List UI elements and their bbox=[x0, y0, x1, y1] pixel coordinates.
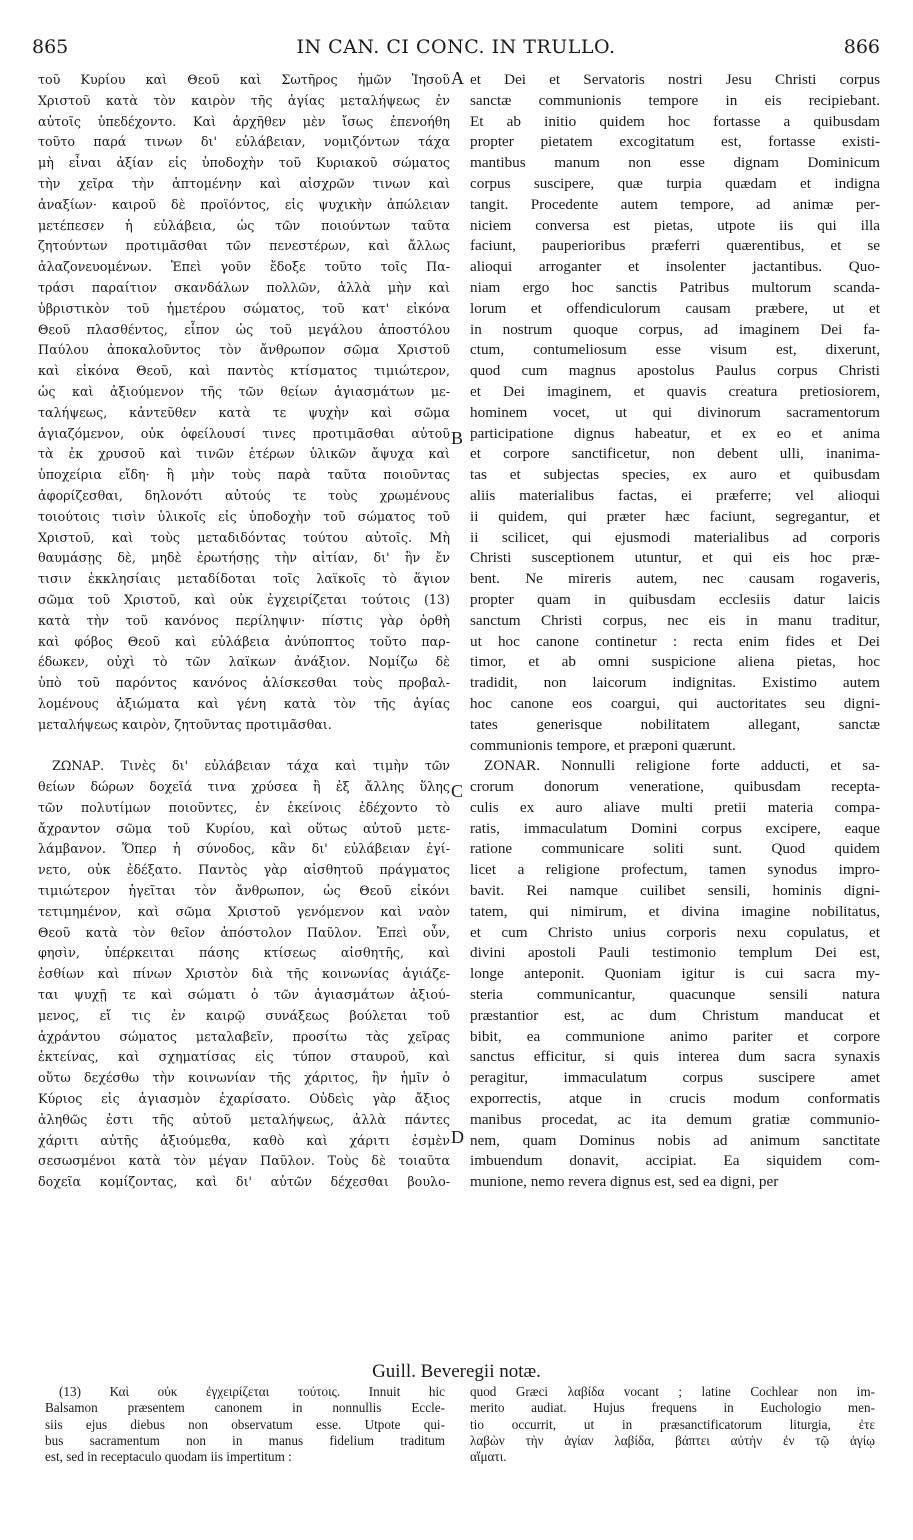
latin-text-line: communionis tempore, et præponi quærunt. bbox=[470, 736, 736, 754]
greek-text-line: κατὰ τὴν τοῦ κανόνος περίληψιν· πίστις γὰρ ὀρθὴ bbox=[38, 612, 450, 628]
latin-text-line: crorum donorum veneratione, quibusdam recepta- bbox=[470, 778, 880, 796]
latin-text-line: divini apostoli Pauli testimonio templum Dei est, bbox=[470, 944, 880, 962]
greek-text-line: Θεοῦ κατὰ τὸν θεῖον ἀπόστολον Παῦλον. Ἐπεὶ οὖν, bbox=[38, 924, 450, 940]
greek-text-line: τιμιώτερον ἡγεῖται τὸν ἄνθρωπον, ὡς Θεοῦ εἰκόνι bbox=[38, 883, 450, 899]
greek-text-line: ΖΩΝΑΡ. Τινὲς δι' εὐλάβειαν τάχα καὶ τιμὴν τῶν bbox=[52, 758, 450, 774]
latin-text-line: et Dei et Servatoris nostri Jesu Christi corpus bbox=[470, 71, 880, 88]
greek-text-line: ἀφορίζεσθαι, δηλονότι αὐτούς τε τοὺς χρωμένους bbox=[38, 487, 450, 503]
latin-text-line: licet a religione profectum, tamen synodus impro- bbox=[470, 861, 880, 879]
greek-text-line: μεταλήψεως καιρὸν, ζητοῦντας προτιμᾶσθαι. bbox=[38, 716, 332, 732]
latin-text-line: tatem, qui nimirum, et divina imagine nobilitatus, bbox=[470, 902, 880, 920]
margin-marker-a: A bbox=[451, 68, 464, 88]
latin-text-line: bibit, ea communione animo pariter et corpore bbox=[470, 1027, 880, 1045]
latin-text-line: faciunt, pauperioribus præferri quærentibus, et se bbox=[470, 237, 880, 255]
latin-text-line: mantibus manum non esse dignam Dominicum bbox=[470, 154, 880, 172]
greek-text-line: ὑβριστικὸν τοῦ ἡμετέρου σώματος, τοῦ κατ' εἰκόνα bbox=[38, 300, 450, 316]
latin-text-line: sanctus efficitur, si quis interea dum sacra synaxis bbox=[470, 1048, 880, 1066]
latin-text-line: longe anteponit. Quoniam igitur is cui sacra my- bbox=[470, 965, 880, 983]
latin-text-line: aliis materialibus factas, ei præferre; vel alioqui bbox=[470, 486, 880, 504]
greek-text-line: ζητούντων προτιμᾶσθαι τῶν πενεστέρων, καὶ ἄλλως bbox=[38, 238, 450, 254]
greek-text-line: μὴ εἶναι ἀξίαν εἰς ὑποδοχὴν τοῦ Κυριακοῦ σώματος bbox=[38, 155, 450, 171]
greek-text-line: ὑπὸ τοῦ παρόντος κανόνος ἁλίσκεσθαι τοὺς προβαλ- bbox=[38, 675, 450, 691]
latin-text-line: bent. Ne mireris autem, nec causam rogaveris, bbox=[470, 570, 880, 588]
page-number-left: 865 bbox=[32, 36, 69, 58]
latin-text-line: culis ex auro aliave multi pretii materia compa- bbox=[470, 798, 880, 816]
latin-text-line: et corpore sanctificetur, non debent ulli, inanima- bbox=[470, 445, 880, 463]
latin-text-line: nem, quam Dominus nobis ad animum sanctitate bbox=[470, 1131, 880, 1149]
latin-text-line: quod cum magnus apostolus Paulus corpus Christi bbox=[470, 362, 880, 380]
latin-text-line: propter pietatem excogitatum est, fortasse existi- bbox=[470, 133, 880, 151]
latin-text-line: participatione dignus habeatur, et ex eo et anima bbox=[470, 424, 880, 442]
latin-text-line: in nostrum quoque corpus, ad imaginem Dei fa- bbox=[470, 320, 880, 338]
note-right-line: quod Græci λαβίδα vocant ; latine Cochlear non im- bbox=[470, 1384, 875, 1399]
latin-text-line: et Dei imaginem, et quavis creatura pretiosiorem, bbox=[470, 382, 880, 400]
running-header bbox=[32, 36, 880, 66]
latin-text-line: tangit. Procedente autem tempore, ad animæ per- bbox=[470, 195, 880, 213]
notes-column-right bbox=[470, 1384, 875, 1465]
greek-text-line: ἄχραντον σῶμα τοῦ Κυρίου, καὶ οὕτως αὐτοῦ μετε- bbox=[38, 820, 450, 836]
note-left-line: (13) Καὶ οὐκ ἐγχειρίζεται τούτοις. Innuit hic bbox=[59, 1384, 445, 1399]
note-right-line: λαβὼν τὴν ἁγίαν λαβίδα, βάπτει αὐτὴν ἐν τῷ ἁγίῳ bbox=[470, 1432, 875, 1448]
greek-text-line: τοῦ Κυρίου καὶ Θεοῦ καὶ Σωτῆρος ἡμῶν Ἰησοῦ bbox=[38, 72, 450, 87]
note-right-line: tio occurrit, ut in præsanctificatorum liturgia, ἐτε bbox=[470, 1416, 875, 1432]
greek-text-line: τὴν χεῖρα τὴν ἁπτομένην καὶ αἰσχρῶν τινων καὶ bbox=[38, 175, 450, 191]
greek-text-line: τράσι παραίτιον σκανδάλων πολλῶν, ἀλλὰ μὴν καὶ bbox=[38, 279, 450, 295]
note-left-line: est, sed in receptaculo quodam iis impertitum : bbox=[45, 1449, 292, 1465]
latin-text-column bbox=[470, 70, 880, 1193]
latin-text-line: exporrectis, atque in crucis modum conformatis bbox=[470, 1090, 880, 1108]
latin-text-line: sanctæ communionis tempore in eis recipiebant. bbox=[470, 91, 880, 109]
note-right-line: αἵματι. bbox=[470, 1449, 507, 1465]
running-title: IN CAN. CI CONC. IN TRULLO. bbox=[296, 36, 616, 58]
greek-text-line: τὰ ἐκ χρυσοῦ καὶ τινῶν ἑτέρων ὑλικῶν ἄψυχα καὶ bbox=[38, 446, 450, 462]
greek-text-line: νετο, οὐκ ἐδέξατο. Παντὸς γὰρ αἰσθητοῦ πράγματος bbox=[38, 862, 450, 878]
latin-text-line: ii quidem, qui præter hæc faciunt, segregantur, et bbox=[470, 507, 880, 525]
latin-text-line: ratis, immaculatum Domini corpus excipere, eaque bbox=[470, 819, 880, 837]
greek-text-line: θείων δώρων δοχεῖά τινα χρύσεα ἢ ἐξ ἄλλης ὕλης bbox=[38, 779, 450, 795]
greek-text-line: τισιν ἐκκλησίαις μεταδίδοται τοῖς λαϊκοῖς τὸ ἅγιον bbox=[38, 571, 450, 587]
greek-text-line: σεσωσμένοι κατὰ τὸν μέγαν Παῦλον. Τοὺς δὲ τοιαῦτα bbox=[38, 1153, 450, 1169]
latin-text-line: ii scilicet, qui ejusmodi materialibus ad corporis bbox=[470, 528, 880, 546]
margin-marker-d: D bbox=[451, 1127, 464, 1147]
latin-text-line: imbuendum donavit, accipiat. Ea siquidem com- bbox=[470, 1152, 880, 1170]
latin-text-line: munione, nemo revera dignus est, sed ea digni, per bbox=[470, 1173, 779, 1191]
greek-text-line: ὡς καὶ ἀξιούμενον τῆς τῶν θείων ἁγιασμάτων με- bbox=[38, 383, 450, 399]
page-number-right: 866 bbox=[843, 36, 880, 58]
greek-text-line: μετέπεσεν ἡ εὐλάβεια, ὡς τῶν ποιούντων ταῦτα bbox=[38, 217, 450, 233]
greek-text-column bbox=[38, 70, 450, 1193]
latin-text-line: et cum Christo unius corporis nexu copulatus, et bbox=[470, 923, 880, 941]
note-left-line: Balsamon præsentem canonem in nonnullis Eccle- bbox=[45, 1400, 445, 1416]
latin-text-line: Et ab initio quidem hoc fortasse a quibusdam bbox=[470, 112, 880, 130]
greek-text-line: ἁγιαζόμενον, οὐκ ὀφείλουσί τινες προτιμᾶσθαι αὐτοῦ bbox=[38, 425, 450, 441]
latin-text-line: ZONAR. Nonnulli religione forte adducti, et sa- bbox=[484, 757, 880, 775]
latin-text-line: ratione communicare soliti sunt. Quod quidem bbox=[470, 840, 880, 858]
greek-text-line: φησὶν, ὑπέρκειται πάσης κτίσεως αἰσθητῆς, καὶ bbox=[38, 945, 450, 961]
greek-text-line bbox=[38, 736, 450, 757]
greek-text-line: καὶ εἰκόνα Θεοῦ, καὶ παντὸς κτίσματος τιμιώτερον, bbox=[38, 363, 450, 379]
greek-text-line: σῶμα τοῦ Χριστοῦ, καὶ οὐκ ἐγχειρίζεται τούτοις (13) bbox=[38, 591, 450, 607]
greek-text-line: Κύριος εἰς ἁγιασμὸν ἐχαρίσατο. Οὐδεὶς γὰρ ἄξιος bbox=[38, 1091, 450, 1107]
latin-text-line: tradidit, non laicorum indignitas. Existimo autem bbox=[470, 674, 880, 692]
latin-text-line: ut hoc canone continetur : recta enim fides et Dei bbox=[470, 632, 880, 650]
greek-text-line: Χριστοῦ κατὰ τὸν καιρὸν τῆς ἁγίας μεταλήψεως ἐν bbox=[38, 92, 450, 108]
note-left-line: siis ejus diebus non observatum esse. Utpote qui- bbox=[45, 1416, 445, 1432]
latin-text-line: timor, et ab omni suspicione aliena pietas, hoc bbox=[470, 653, 880, 671]
note-left-line: bus sacramentum non in manus fidelium traditum bbox=[45, 1432, 445, 1448]
greek-text-line: τετιμημένον, καὶ σῶμα Χριστοῦ γενόμενον καὶ ναὸν bbox=[38, 903, 450, 919]
greek-text-line: ἐσθίων καὶ πίνων Χριστὸν διὰ τῆς κοινωνίας ἁγιάζε- bbox=[38, 966, 450, 982]
latin-text-line: ctum, contumeliosum esse visum est, dixerunt, bbox=[470, 341, 880, 359]
margin-marker-b: B bbox=[451, 428, 464, 448]
greek-text-line: οὕτω δεχέσθω τὴν κοινωνίαν τῆς χάριτος, ἣν ἡμῖν ὁ bbox=[38, 1070, 450, 1086]
latin-text-line: Christi susceptionem utuntur, et qui eis hoc præ- bbox=[470, 549, 880, 567]
greek-text-line: ἀληθῶς ἐστι τῆς αὐτοῦ μεταλήψεως, ἀλλὰ πάντες bbox=[38, 1111, 450, 1127]
latin-text-line: niciem conversa est pietas, utpote iis qui illa bbox=[470, 216, 880, 234]
greek-text-line: ἀχράντου σώματος μεταλαβεῖν, προσίτω τὰς χεῖρας bbox=[38, 1028, 450, 1044]
notes-title: Guill. Beveregii notæ. bbox=[372, 1361, 541, 1382]
latin-text-line: manibus procedat, ac ita demum gratiæ communio- bbox=[470, 1110, 880, 1128]
note-right-line: merito audiat. Hujus frequens in Euchologio men- bbox=[470, 1400, 875, 1416]
latin-text-line: tates generisque nobilitatem allegant, sanctæ bbox=[470, 715, 880, 733]
greek-text-line: καὶ φόβος Θεοῦ καὶ εὐλάβεια ἀνύποπτος τοῦτο παρ- bbox=[38, 633, 450, 649]
greek-text-line: τοιούτοις τισὶν ὑλικοῖς εἰς ὑποδοχὴν τοῦ σώματος τοῦ bbox=[38, 508, 450, 524]
latin-text-line: hominem vocet, ut qui divinorum sacramentorum bbox=[470, 403, 880, 421]
greek-text-line: Χριστοῦ, καὶ τοὺς μεταδιδόντας τούτου αὐτοῖς. Μὴ bbox=[38, 529, 450, 545]
notes-column-left bbox=[45, 1384, 445, 1465]
greek-text-line: τῶν πολυτίμων ποιοῦντες, ἐν ἐκείνοις ἐδέχοντο τὸ bbox=[38, 799, 450, 815]
latin-text-line: peragitur, immaculatum corpus suscipere amet bbox=[470, 1069, 880, 1087]
greek-text-line: αὐτοῖς ὑπεδέχοντο. Καὶ ἀρχῆθεν μὲν ἴσως ἐπενοήθη bbox=[38, 113, 450, 129]
greek-text-line: Θεοῦ πλασθέντος, εἶπον ὡς τοῦ μεγάλου ἀποστόλου bbox=[38, 321, 450, 337]
latin-text-line: lorum et offendiculorum causam præbere, ut et bbox=[470, 299, 880, 317]
greek-text-line: ἀναξίων· καιροῦ δὲ προϊόντος, εἰς ψυχικὴν ἀπώλειαν bbox=[38, 196, 450, 212]
latin-text-line: præstantior est, ac dum Christum manducat et bbox=[470, 1006, 880, 1024]
greek-text-line: μενος, εἴ τις ἐν καιρῷ συνάξεως βούλεται τοῦ bbox=[38, 1007, 450, 1023]
margin-marker-c: C bbox=[451, 781, 464, 801]
greek-text-line: ταλήψεως, κἀντεῦθεν κατὰ τε ψυχὴν καὶ σῶμα bbox=[38, 404, 450, 420]
greek-text-line: ἀλαζονευομένων. Ἐπεὶ γοῦν ἔδοξε τοῦτο τοῖς Πα- bbox=[38, 259, 450, 275]
latin-text-line: propter quam in quibusdam ecclesiis datur laicis bbox=[470, 590, 880, 608]
greek-text-line: δοχεῖα κομίζοντας, καὶ δι' αὐτῶν δέχεσθαι βουλο- bbox=[38, 1174, 450, 1190]
greek-text-line: χάριτι αὐτῆς ἀξιούμεθα, καθὸ καὶ χάριτι ἐσμὲν bbox=[38, 1132, 450, 1148]
latin-text-line: steria communicantur, quacunque sensili natura bbox=[470, 986, 880, 1004]
latin-text-line: alioqui arroganter et insolenter jactantibus. Quo- bbox=[470, 258, 880, 276]
greek-text-line: ται ψυχῇ τε καὶ σώματι ὁ τῶν ἁγιασμάτων ἀξιού- bbox=[38, 987, 450, 1003]
latin-text-line: corpus suscipere, quæ turpia quædam et indigna bbox=[470, 174, 880, 192]
latin-text-line: bavit. Rei namque cuilibet sensili, hominis digni- bbox=[470, 882, 880, 900]
greek-text-line: λομένους ἀξιώματα καὶ γένη κατὰ τὸν τῆς ἁγίας bbox=[38, 695, 450, 711]
greek-text-line: θαυμάσῃς δὲ, μηδὲ ἐρωτήσῃς τὴν αἰτίαν, δι' ἣν ἔν bbox=[38, 550, 450, 566]
greek-text-line: ὑποχείρια εἴδη· ἢ μὴν τοὺς παρὰ ταῦτα ποιοῦντας bbox=[38, 467, 450, 483]
greek-text-line: ἐκτείνας, καὶ σχηματίσας εἰς τύπον σταυροῦ, καὶ bbox=[38, 1049, 450, 1065]
greek-text-line: Παύλου ἀποκαλοῦντος τὸν ἄνθρωπον σῶμα Χριστοῦ bbox=[38, 342, 450, 358]
latin-text-line: hoc canone eos coargui, qui auctoritates seu digni- bbox=[470, 694, 880, 712]
greek-text-line: λάμβανον. Ὅπερ ἡ σύνοδος, κἂν δι' εὐλάβειαν ἐγί- bbox=[38, 841, 450, 857]
latin-text-line: sanctum Christi corpus, nec eis in manu traditur, bbox=[470, 611, 880, 629]
greek-text-line: έδωκεν, οὐχὶ τὸ τῶν λαϊκων ἀνάξιον. Νομίζω δὲ bbox=[38, 654, 450, 670]
latin-text-line: niam ergo hoc sanctis Patribus multorum scanda- bbox=[470, 278, 880, 296]
latin-text-line: tas et subjectas species, ex auro et quibusdam bbox=[470, 466, 880, 484]
greek-text-line: τοῦτο παρά τινων δι' εὐλάβειαν, νομιζόντων τάχα bbox=[38, 134, 450, 150]
